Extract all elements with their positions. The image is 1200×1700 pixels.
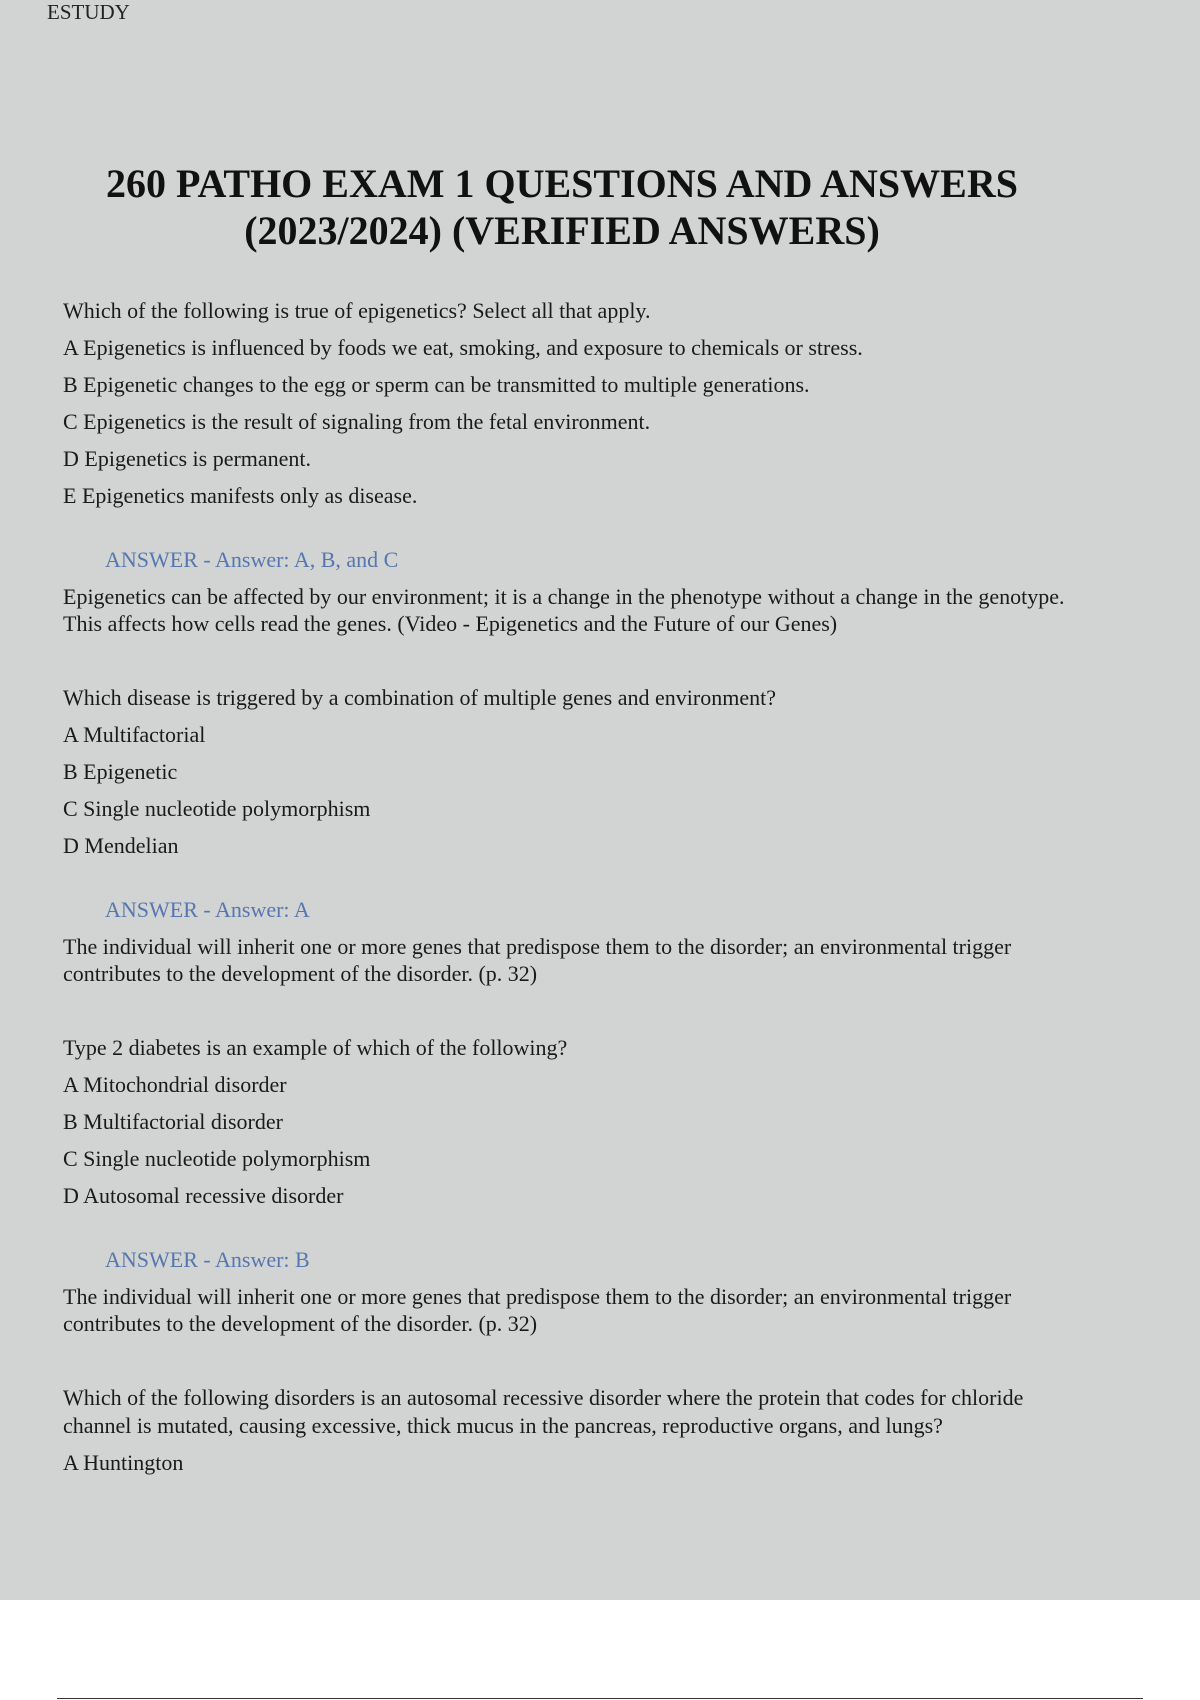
answer-label: ANSWER - Answer: B [105,1247,310,1272]
option: C Epigenetics is the result of signaling from the fetal environment. [63,409,651,434]
qa-content [63,297,1073,1486]
question-block [63,1034,1073,1337]
option: D Autosomal recessive disorder [63,1183,344,1208]
option: A Mitochondrial disorder [63,1072,287,1097]
option: A Multifactorial [63,722,206,747]
option: C Single nucleotide polymorphism [63,796,371,821]
option: D Epigenetics is permanent. [63,446,312,471]
title-line-1: 260 PATHO EXAM 1 QUESTIONS AND ANSWERS [106,161,1018,206]
option: B Epigenetic changes to the egg or sperm can be transmitted to multiple generations. [63,372,810,397]
answer-explanation: Epigenetics can be affected by our environment; it is a change in the phenotype without a change in the genotype. This affects how cells read the genes. (Video - Epigenetics and the Future of our Genes) [63,584,1065,636]
header-label: ESTUDY [47,0,130,24]
question-block [63,1384,1073,1477]
question-text: Type 2 diabetes is an example of which of the following? [63,1035,568,1060]
option: B Multifactorial disorder [63,1109,283,1134]
option: C Single nucleotide polymorphism [63,1146,371,1171]
footer-divider [57,1698,1143,1699]
answer-label: ANSWER - Answer: A [105,897,310,922]
option: A Epigenetics is influenced by foods we eat, smoking, and exposure to chemicals or stress. [63,335,863,360]
answer-label: ANSWER - Answer: A, B, and C [105,547,399,572]
option: D Mendelian [63,833,179,858]
question-block [63,297,1073,637]
option: B Epigenetic [63,759,178,784]
question-block [63,684,1073,987]
page-title [0,160,1124,254]
question-text: Which of the following disorders is an autosomal recessive disorder where the protein that codes for chloride channel is mutated, causing excessive, thick mucus in the pancreas, reproductive organs, and lungs? [63,1385,1024,1438]
question-text: Which of the following is true of epigenetics? Select all that apply. [63,298,651,323]
question-text: Which disease is triggered by a combination of multiple genes and environment? [63,685,776,710]
answer-explanation: The individual will inherit one or more genes that predispose them to the disorder; an environmental trigger contributes to the development of the disorder. (p. 32) [63,1284,1012,1336]
answer-explanation: The individual will inherit one or more genes that predispose them to the disorder; an environmental trigger contributes to the development of the disorder. (p. 32) [63,934,1012,986]
title-line-2: (2023/2024) (VERIFIED ANSWERS) [244,208,880,253]
option: E Epigenetics manifests only as disease. [63,483,418,508]
option: A Huntington [63,1450,184,1475]
